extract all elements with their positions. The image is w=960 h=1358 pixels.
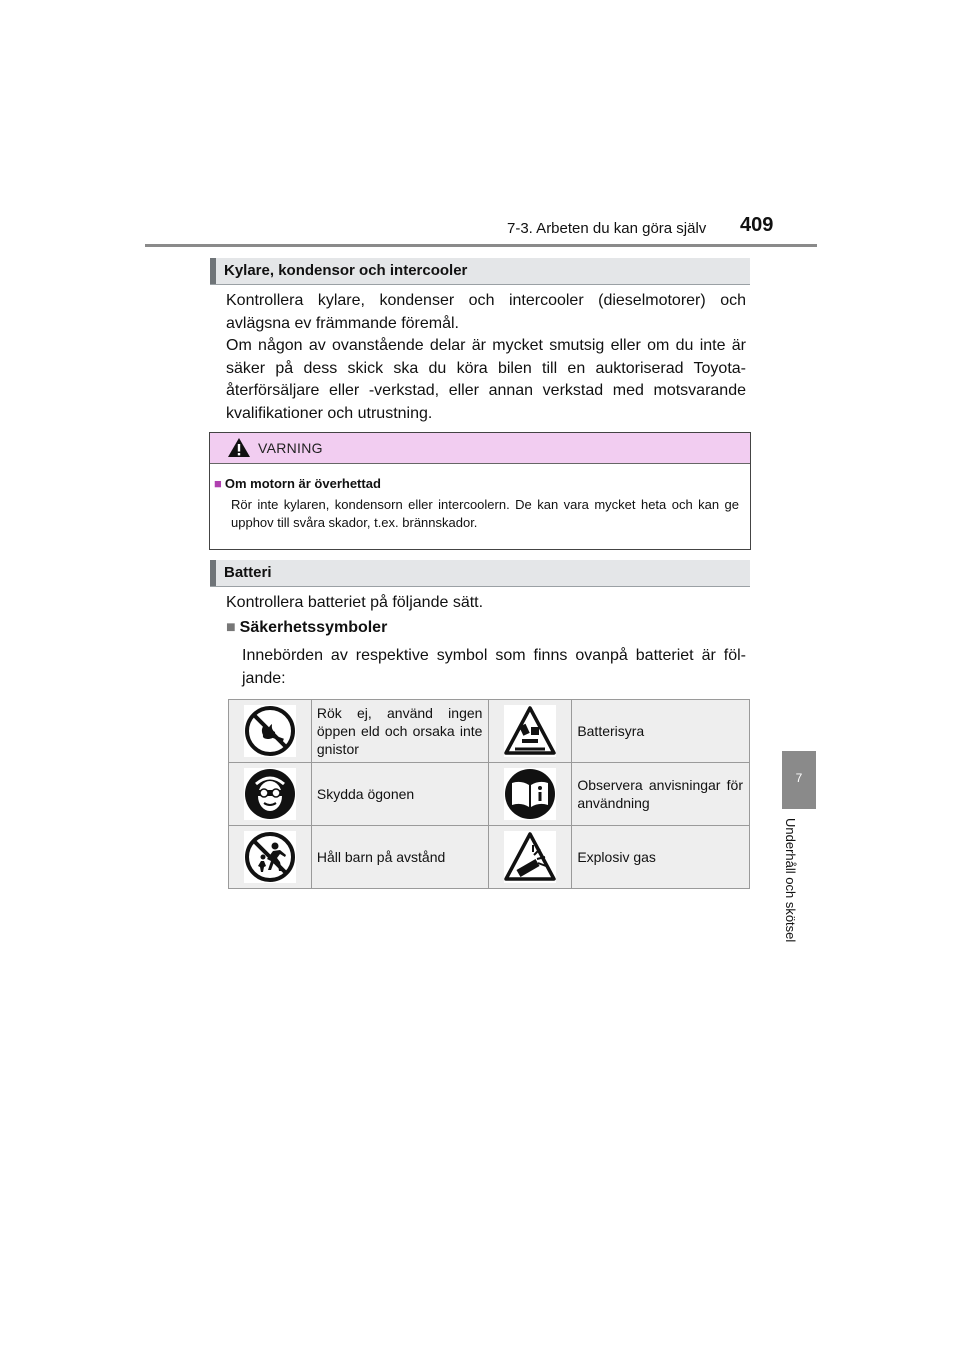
table-cell-icon: [489, 700, 572, 763]
warning-header: [210, 433, 750, 464]
warning-subtitle-text: Om motorn är överhettad: [224, 476, 381, 491]
table-row: [229, 826, 750, 889]
chapter-side-label-box: [783, 818, 813, 963]
safety-symbol-table: [228, 699, 750, 889]
warning-body: Rör inte kylaren, kondensorn eller intercoolern. De kan vara mycket heta och kan ge upphov till svåra skador, t.ex. brännskador.: [231, 497, 739, 530]
page-number: 409: [740, 214, 774, 236]
battery-subheading: [226, 619, 387, 637]
chapter-heading: 7-3. Arbeten du kan göra själv: [507, 220, 707, 237]
chapter-tab: [782, 751, 816, 809]
warning-box: [209, 432, 751, 550]
battery-acid-icon: [504, 705, 556, 757]
battery-description: Innebörden av respektive symbol som finns ovanpå batteriet är föl-jande:: [242, 647, 746, 687]
warning-subtitle: [214, 476, 381, 491]
radiator-paragraph-2: Om någon av ovanstående delar är mycket smutsig eller om du inte är säker på dess skick ska du köra bilen till en auktoriserad Toyota-återförsäljare eller -verkstad, eller annan verkstad med motsvarande kvalifikationer och utrustning.: [226, 337, 746, 422]
chapter-tab-number: 7: [795, 771, 803, 785]
section-heading-bar: [210, 560, 216, 586]
symbol-label: Explosiv gas: [572, 826, 750, 889]
keep-children-away-icon: [244, 831, 296, 883]
warning-label: VARNING: [258, 440, 323, 456]
symbol-label: Observera anvisningar för användning: [572, 763, 750, 826]
chapter-side-label: Underhåll och skötsel: [783, 818, 798, 943]
battery-subheading-text: Säkerhetssymboler: [239, 619, 388, 636]
battery-intro: Kontrollera batteriet på följande sätt.: [226, 594, 484, 611]
no-smoking-no-flame-icon: [244, 705, 296, 757]
section-title-radiator: Kylare, kondensor och intercooler: [224, 262, 468, 279]
symbol-label: Skydda ögonen: [311, 763, 489, 826]
symbol-label: Håll barn på avstånd: [311, 826, 489, 889]
square-bullet-icon: ■: [226, 619, 236, 636]
table-cell-icon: [229, 826, 312, 889]
table-row: [229, 763, 750, 826]
section-heading-radiator: [210, 258, 750, 285]
table-cell-icon: [489, 826, 572, 889]
symbol-label: Rök ej, använd ingen öppen eld och orsaka inte gnistor: [311, 700, 489, 763]
section-title-battery: Batteri: [224, 564, 272, 581]
warning-triangle-icon: [227, 437, 251, 458]
table-cell-icon: [229, 763, 312, 826]
explosive-gas-icon: [504, 831, 556, 883]
square-bullet-icon: ■: [214, 476, 222, 491]
header-divider: [145, 244, 817, 247]
table-cell-icon: [489, 763, 572, 826]
section-heading-bar: [210, 258, 216, 284]
radiator-paragraph-1: Kontrollera kylare, kondenser och intercooler (dieselmotorer) och avlägsna ev främmande föremål.: [226, 292, 746, 332]
eye-protection-icon: [244, 768, 296, 820]
table-row: [229, 700, 750, 763]
section-heading-battery: [210, 560, 750, 587]
symbol-label: Batterisyra: [572, 700, 750, 763]
read-instructions-icon: [504, 768, 556, 820]
table-cell-icon: [229, 700, 312, 763]
